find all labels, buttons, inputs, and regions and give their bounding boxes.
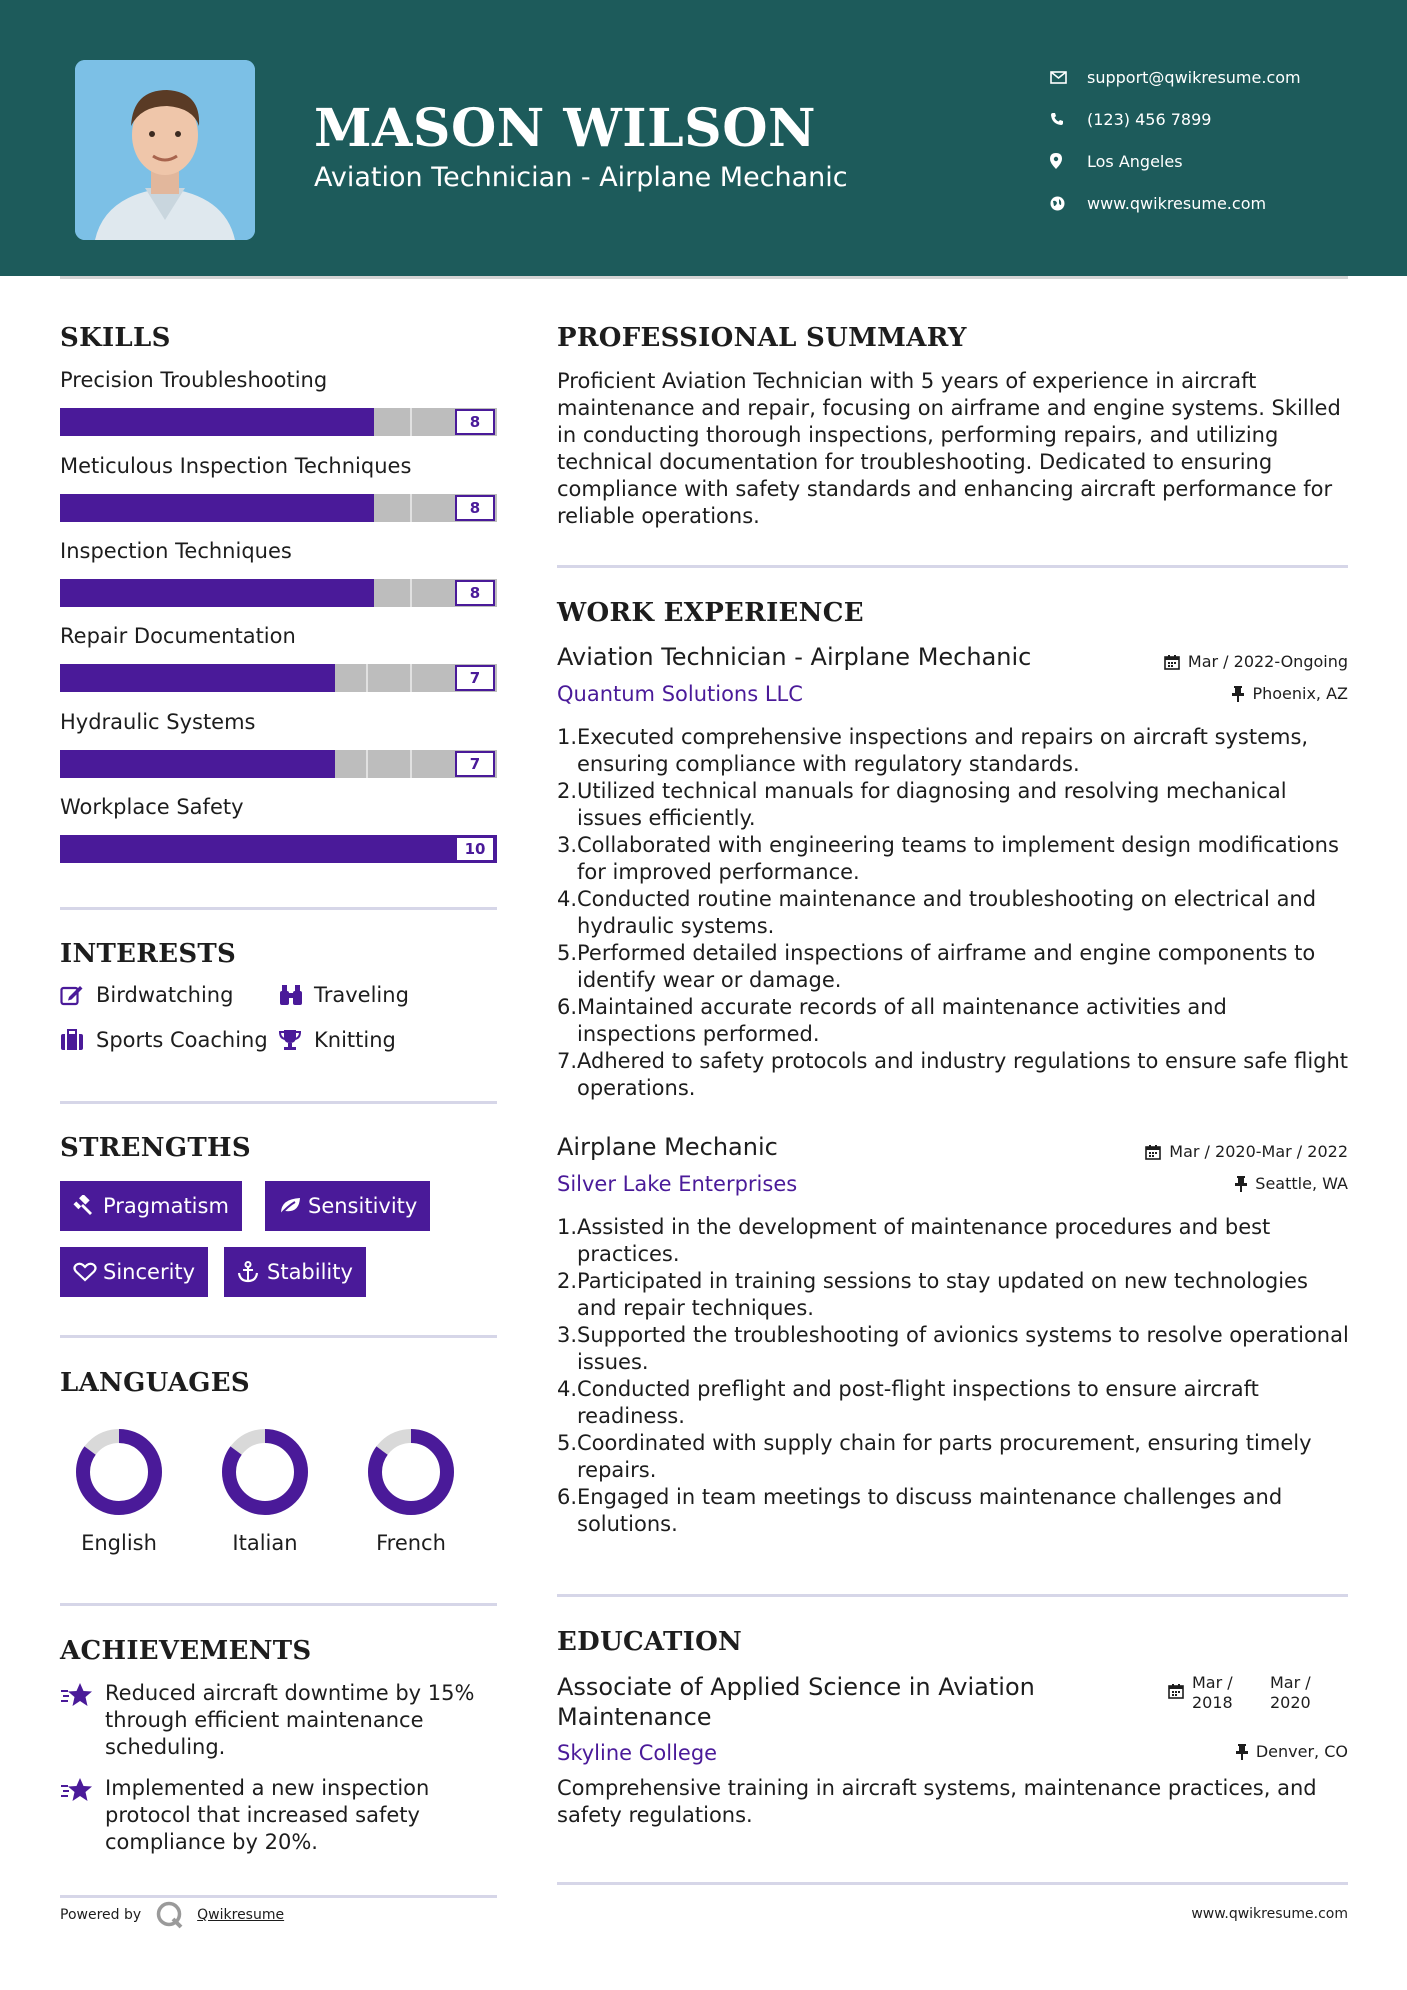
edit-icon: [60, 984, 96, 1006]
job-dates-text: Mar / 2020-Mar / 2022: [1169, 1142, 1348, 1161]
interest-label: Traveling: [314, 983, 409, 1007]
skill-label: Workplace Safety: [60, 795, 244, 819]
globe-icon: [1050, 196, 1087, 211]
education-heading: EDUCATION: [557, 1627, 743, 1657]
contact-website[interactable]: [1050, 182, 1390, 224]
duty-item: 4. Conducted preflight and post-flight inspections to ensure aircraft readiness.: [557, 1377, 1259, 1428]
section-divider: [60, 1335, 497, 1338]
anchor-icon: [237, 1261, 267, 1283]
company-name: Quantum Solutions LLC: [557, 682, 803, 706]
skill-bar: [60, 835, 497, 863]
skill-bar-fill: [60, 494, 374, 522]
skill-label: Repair Documentation: [60, 624, 296, 648]
achievements-heading: ACHIEVEMENTS: [60, 1636, 312, 1666]
language-item: [200, 1427, 330, 1555]
company-name: Silver Lake Enterprises: [557, 1172, 798, 1196]
interest-item: [278, 983, 409, 1007]
powered-by-label: Powered by: [60, 1907, 142, 1923]
language-label: Italian: [232, 1531, 298, 1555]
star-icon: [60, 1775, 105, 1856]
footer-website[interactable]: www.qwikresume.com: [1191, 1906, 1348, 1922]
skill-score: 8: [455, 495, 495, 521]
duty-item: 4. Conducted routine maintenance and troubleshooting on electrical and hydraulic systems.: [557, 887, 1317, 938]
profile-photo: [75, 60, 255, 240]
star-icon: [60, 1680, 105, 1761]
language-label: English: [81, 1531, 157, 1555]
job-dates-text: Mar / 2022-Ongoing: [1187, 652, 1348, 671]
language-donut: [74, 1427, 164, 1517]
skill-bar-segment: [410, 494, 412, 522]
duty-item: 5. Coordinated with supply chain for parts procurement, ensuring timely repairs.: [557, 1431, 1312, 1482]
job-title: Airplane Mechanic: [557, 1133, 778, 1161]
skill-bar-fill: [60, 579, 374, 607]
interest-label: Knitting: [314, 1028, 396, 1052]
skill-bar: [60, 750, 497, 778]
candidate-name: MASON WILSON: [314, 98, 817, 159]
job-dates: [1050, 652, 1348, 671]
job-duties-list: [557, 724, 1352, 1102]
skill-bar: [60, 494, 497, 522]
strength-label: Pragmatism: [103, 1194, 229, 1218]
strength-chip: [60, 1247, 208, 1297]
contact-phone[interactable]: [1050, 98, 1390, 140]
calendar-icon: [1168, 1683, 1184, 1703]
strength-label: Sincerity: [103, 1260, 196, 1284]
skill-label: Inspection Techniques: [60, 539, 292, 563]
job-location: [1050, 684, 1348, 703]
education-location-text: Denver, CO: [1255, 1742, 1348, 1761]
education-dates: [1168, 1673, 1311, 1713]
job-location: [1050, 1174, 1348, 1193]
strength-chip: [224, 1247, 366, 1297]
skill-bar-segment: [410, 750, 412, 778]
skill-bar-fill: [60, 835, 497, 863]
duty-item: 1. Assisted in the development of maintenance procedures and best practices.: [557, 1215, 1271, 1266]
contact-phone-text: (123) 456 7899: [1087, 109, 1212, 129]
skill-label: Meticulous Inspection Techniques: [60, 454, 412, 478]
skill-bar-segment: [366, 750, 368, 778]
phone-icon: [1050, 112, 1087, 126]
contact-location: [1050, 140, 1390, 182]
skill-label: Precision Troubleshooting: [60, 368, 328, 392]
skill-score: 8: [455, 580, 495, 606]
interest-label: Sports Coaching: [96, 1028, 268, 1052]
education-location: [1050, 1742, 1348, 1761]
duty-item: 6. Maintained accurate records of all maintenance activities and inspections performed.: [557, 995, 1227, 1046]
footer-powered-by: [60, 1900, 284, 1930]
map-pin-icon: [1050, 153, 1087, 169]
skill-score: 8: [455, 409, 495, 435]
contact-location-text: Los Angeles: [1087, 151, 1183, 171]
interests-heading: INTERESTS: [60, 939, 237, 969]
strength-chip: [60, 1181, 242, 1231]
section-divider: [60, 1603, 497, 1606]
summary-heading: PROFESSIONAL SUMMARY: [557, 323, 967, 353]
job-location-text: Phoenix, AZ: [1252, 684, 1348, 703]
duty-item: 3. Collaborated with engineering teams to implement design modifications for improved performance.: [557, 833, 1339, 884]
duty-item: 2. Participated in training sessions to stay updated on new technologies and repair techniques.: [557, 1269, 1308, 1320]
degree-line-1: Associate of Applied Science in Aviation: [557, 1673, 1035, 1701]
leaf-icon: [278, 1196, 308, 1216]
language-item: [346, 1427, 476, 1555]
contact-email[interactable]: [1050, 56, 1390, 98]
skill-bar: [60, 408, 497, 436]
section-divider: [557, 565, 1348, 568]
strengths-heading: STRENGTHS: [60, 1133, 251, 1163]
education-description: Comprehensive training in aircraft systems, maintenance practices, and safety regulations.: [557, 1776, 1317, 1827]
skill-score: 10: [455, 836, 495, 862]
language-donut: [366, 1427, 456, 1517]
contact-website-text: www.qwikresume.com: [1087, 193, 1267, 213]
achievement-text: Reduced aircraft downtime by 15% through efficient maintenance scheduling.: [105, 1681, 475, 1759]
language-item: [54, 1427, 184, 1555]
summary-text: Proficient Aviation Technician with 5 years of experience in aircraft maintenance and repair, focusing on airframe and engine systems. Skilled in conducting thorough inspections, performing repairs, and utilizing technical documentation for troubleshooting. Dedicated to ensuring compliance with safety standards and enhancing aircraft performance for reliable operations.: [557, 369, 1341, 528]
contact-email-text: support@qwikresume.com: [1087, 67, 1301, 87]
skill-bar-fill: [60, 750, 335, 778]
duty-item: 2. Utilized technical manuals for diagnosing and resolving mechanical issues efficiently.: [557, 779, 1287, 830]
job-location-text: Seattle, WA: [1255, 1174, 1348, 1193]
skill-bar-segment: [410, 408, 412, 436]
strength-label: Sensitivity: [308, 1194, 418, 1218]
skill-score: 7: [455, 665, 495, 691]
contact-list: [1050, 56, 1390, 224]
pushpin-icon: [1232, 686, 1244, 702]
skill-item: [60, 710, 497, 778]
trophy-icon: [278, 1029, 314, 1051]
skill-item: [60, 368, 497, 436]
strength-chip: [265, 1181, 430, 1231]
education-start: Mar / 2018: [1192, 1673, 1233, 1712]
skill-item: [60, 795, 497, 863]
duty-item: 5. Performed detailed inspections of airframe and engine components to identify wear or damage.: [557, 941, 1316, 992]
calendar-icon: [1164, 654, 1180, 670]
duty-item: 1. Executed comprehensive inspections and repairs on aircraft systems, ensuring compliance with regulatory standards.: [557, 725, 1309, 776]
skills-heading: SKILLS: [60, 323, 171, 353]
resume-header: [0, 0, 1407, 276]
experience-heading: WORK EXPERIENCE: [557, 598, 864, 628]
school-name: Skyline College: [557, 1741, 718, 1765]
skill-item: [60, 454, 497, 522]
language-donut: [220, 1427, 310, 1517]
degree-line-2: Maintenance: [557, 1703, 712, 1731]
qwikresume-logo-icon: [155, 1900, 185, 1930]
achievement-text: Implemented a new inspection protocol that increased safety compliance by 20%.: [105, 1776, 430, 1854]
calendar-icon: [1145, 1144, 1161, 1160]
strength-label: Stability: [267, 1260, 353, 1284]
header-divider: [60, 276, 1348, 279]
language-label: French: [376, 1531, 446, 1555]
duty-item: 6. Engaged in team meetings to discuss maintenance challenges and solutions.: [557, 1485, 1283, 1536]
gavel-icon: [73, 1195, 103, 1217]
section-divider: [60, 907, 497, 910]
skill-item: [60, 624, 497, 692]
job-title: Aviation Technician - Airplane Mechanic: [557, 643, 1032, 671]
skill-bar-fill: [60, 664, 335, 692]
skill-bar: [60, 664, 497, 692]
interest-item: [60, 1028, 268, 1052]
section-divider: [557, 1594, 1348, 1597]
duty-item: 3. Supported the troubleshooting of avionics systems to resolve operational issues.: [557, 1323, 1349, 1374]
qwikresume-link[interactable]: Qwikresume: [197, 1907, 285, 1923]
interest-item: [60, 983, 233, 1007]
achievement-item: [60, 1775, 497, 1856]
skill-bar: [60, 579, 497, 607]
skill-score: 7: [455, 751, 495, 777]
interest-item: [278, 1028, 396, 1052]
interest-label: Birdwatching: [96, 983, 234, 1007]
skill-item: [60, 539, 497, 607]
skill-bar-segment: [366, 664, 368, 692]
briefcase-icon: [60, 1029, 96, 1051]
binoculars-icon: [278, 984, 314, 1006]
section-divider: [557, 1882, 1348, 1885]
skill-label: Hydraulic Systems: [60, 710, 256, 734]
job-dates: [1000, 1142, 1348, 1161]
degree-title: [557, 1672, 1035, 1732]
pushpin-icon: [1235, 1176, 1247, 1192]
languages-heading: LANGUAGES: [60, 1368, 250, 1398]
job-duties-list: [557, 1214, 1352, 1538]
duty-item: 7. Adhered to safety protocols and industry regulations to ensure safe flight operations.: [557, 1049, 1349, 1100]
skill-bar-segment: [410, 664, 412, 692]
section-divider: [60, 1895, 497, 1898]
skill-bar-fill: [60, 408, 374, 436]
pushpin-icon: [1236, 1744, 1248, 1760]
section-divider: [60, 1101, 497, 1104]
envelope-icon: [1050, 71, 1087, 84]
heart-icon: [73, 1262, 103, 1282]
education-end: Mar / 2020: [1270, 1673, 1311, 1712]
candidate-role: Aviation Technician - Airplane Mechanic: [314, 162, 848, 193]
achievement-item: [60, 1680, 497, 1761]
skill-bar-segment: [410, 579, 412, 607]
